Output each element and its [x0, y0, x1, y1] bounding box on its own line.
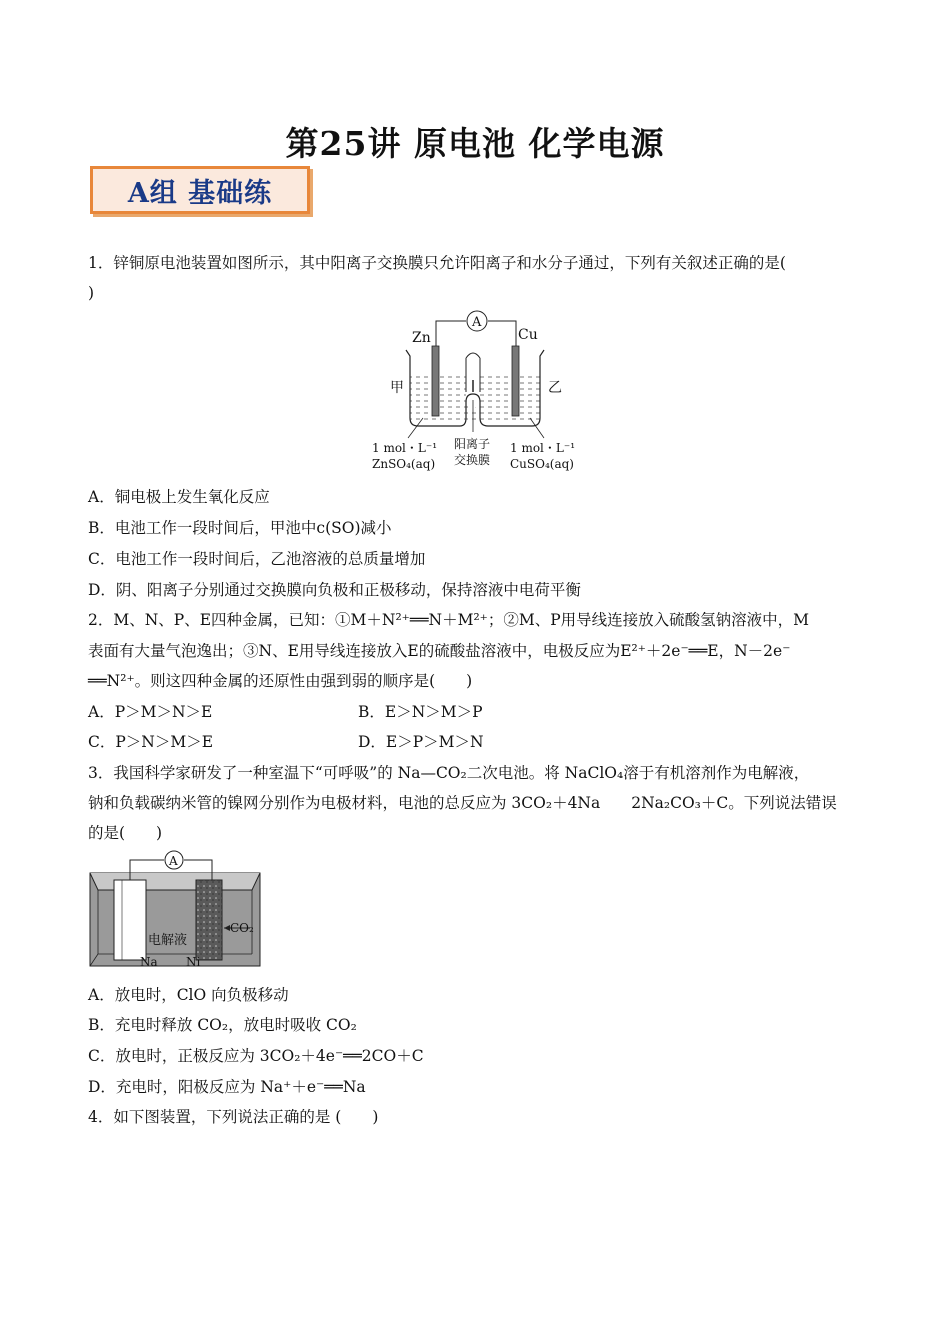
q2-stem-line3: ══N²⁺。则这四种金属的还原性由强到弱的顺序是( ) — [88, 672, 473, 690]
q1-stem-line2: ) — [88, 284, 95, 302]
left-conc-label: 1 mol・L⁻¹ — [372, 441, 438, 455]
q3-stem-line3: 的是( ) — [88, 824, 163, 842]
co2-label: CO₂ — [230, 921, 254, 935]
yi-label: 乙 — [548, 380, 562, 396]
q2-option-c: C．P＞N＞M＞E — [88, 733, 214, 751]
left-sol-label: ZnSO₄(aq) — [372, 457, 436, 471]
q2-option-b: B．E＞N＞M＞P — [358, 703, 483, 721]
q4-stem-line1: 4．如下图装置，下列说法正确的是 ( ) — [88, 1108, 379, 1126]
q3-option-a: A．放电时，ClO 向负极移动 — [88, 986, 289, 1004]
q1-option-c: C．电池工作一段时间后，乙池溶液的总质量增加 — [88, 550, 426, 568]
ammeter-label: A — [472, 315, 482, 330]
na-electrode — [114, 880, 146, 960]
cu-label: Cu — [518, 327, 538, 343]
q2-option-d: D．E＞P＞M＞N — [358, 733, 484, 751]
zn-label: Zn — [412, 330, 431, 346]
q2-stem-line2: 表面有大量气泡逸出；③N、E用导线连接放入E的硫酸盐溶液中，电极反应为E²⁺＋2e⁻══E，N－2e⁻ — [88, 642, 791, 660]
q3-stem-line1: 3．我国科学家研发了一种室温下“可呼吸”的 Na—CO₂二次电池。将 NaClO₄溶于有机溶剂作为电解液， — [88, 764, 810, 782]
membrane-label-2: 交换膜 — [454, 453, 491, 467]
q1-option-a: A．铜电极上发生氧化反应 — [88, 488, 270, 506]
q3-option-b: B．充电时释放 CO₂，放电时吸收 CO₂ — [88, 1016, 357, 1034]
q3-stem-line2: 钠和负载碳纳米管的镍网分别作为电极材料，电池的总反应为 3CO₂＋4Na 2Na₂CO₃＋C。下列说法错误 — [88, 794, 837, 812]
cu-electrode — [512, 346, 519, 416]
q3-option-d: D．充电时，阳极反应为 Na⁺＋e⁻══Na — [88, 1078, 366, 1096]
na-label: Na — [140, 955, 158, 969]
group-badge — [90, 166, 310, 214]
q3-option-c: C．放电时，正极反应为 3CO₂＋4e⁻══2CO＋C — [88, 1047, 424, 1065]
ni-electrode — [196, 880, 222, 960]
q2-option-a: A．P＞M＞N＞E — [88, 703, 213, 721]
zn-electrode — [432, 346, 439, 416]
electrolyte-label: 电解液 — [148, 933, 188, 948]
q1-option-d: D．阴、阳离子分别通过交换膜向负极和正极移动，保持溶液中电荷平衡 — [88, 581, 581, 599]
q1-stem-line1: 1．锌铜原电池装置如图所示，其中阳离子交换膜只允许阳离子和水分子通过，下列有关叙述正确的是( — [88, 254, 786, 272]
membrane-label-1: 阳离子 — [454, 437, 491, 451]
right-sol-label: CuSO₄(aq) — [510, 457, 574, 471]
page-title: 第25讲 原电池 化学电源 — [285, 124, 665, 163]
q1-option-b: B．电池工作一段时间后，甲池中c(SO)减小 — [88, 519, 392, 537]
zn-cu-cell-diagram — [368, 308, 588, 478]
q2-stem-line1: 2．M、N、P、E四种金属，已知：①M＋N²⁺══N＋M²⁺；②M、P用导线连接放入硫酸氢钠溶液中，M — [88, 611, 810, 629]
solution-fill — [410, 376, 540, 424]
right-conc-label: 1 mol・L⁻¹ — [510, 441, 576, 455]
group-label: A组 基础练 — [127, 177, 273, 209]
jia-label: 甲 — [390, 380, 404, 396]
ni-label: Ni — [186, 955, 201, 969]
ammeter-label-2: A — [169, 854, 178, 868]
na-co2-cell-diagram — [88, 848, 263, 973]
